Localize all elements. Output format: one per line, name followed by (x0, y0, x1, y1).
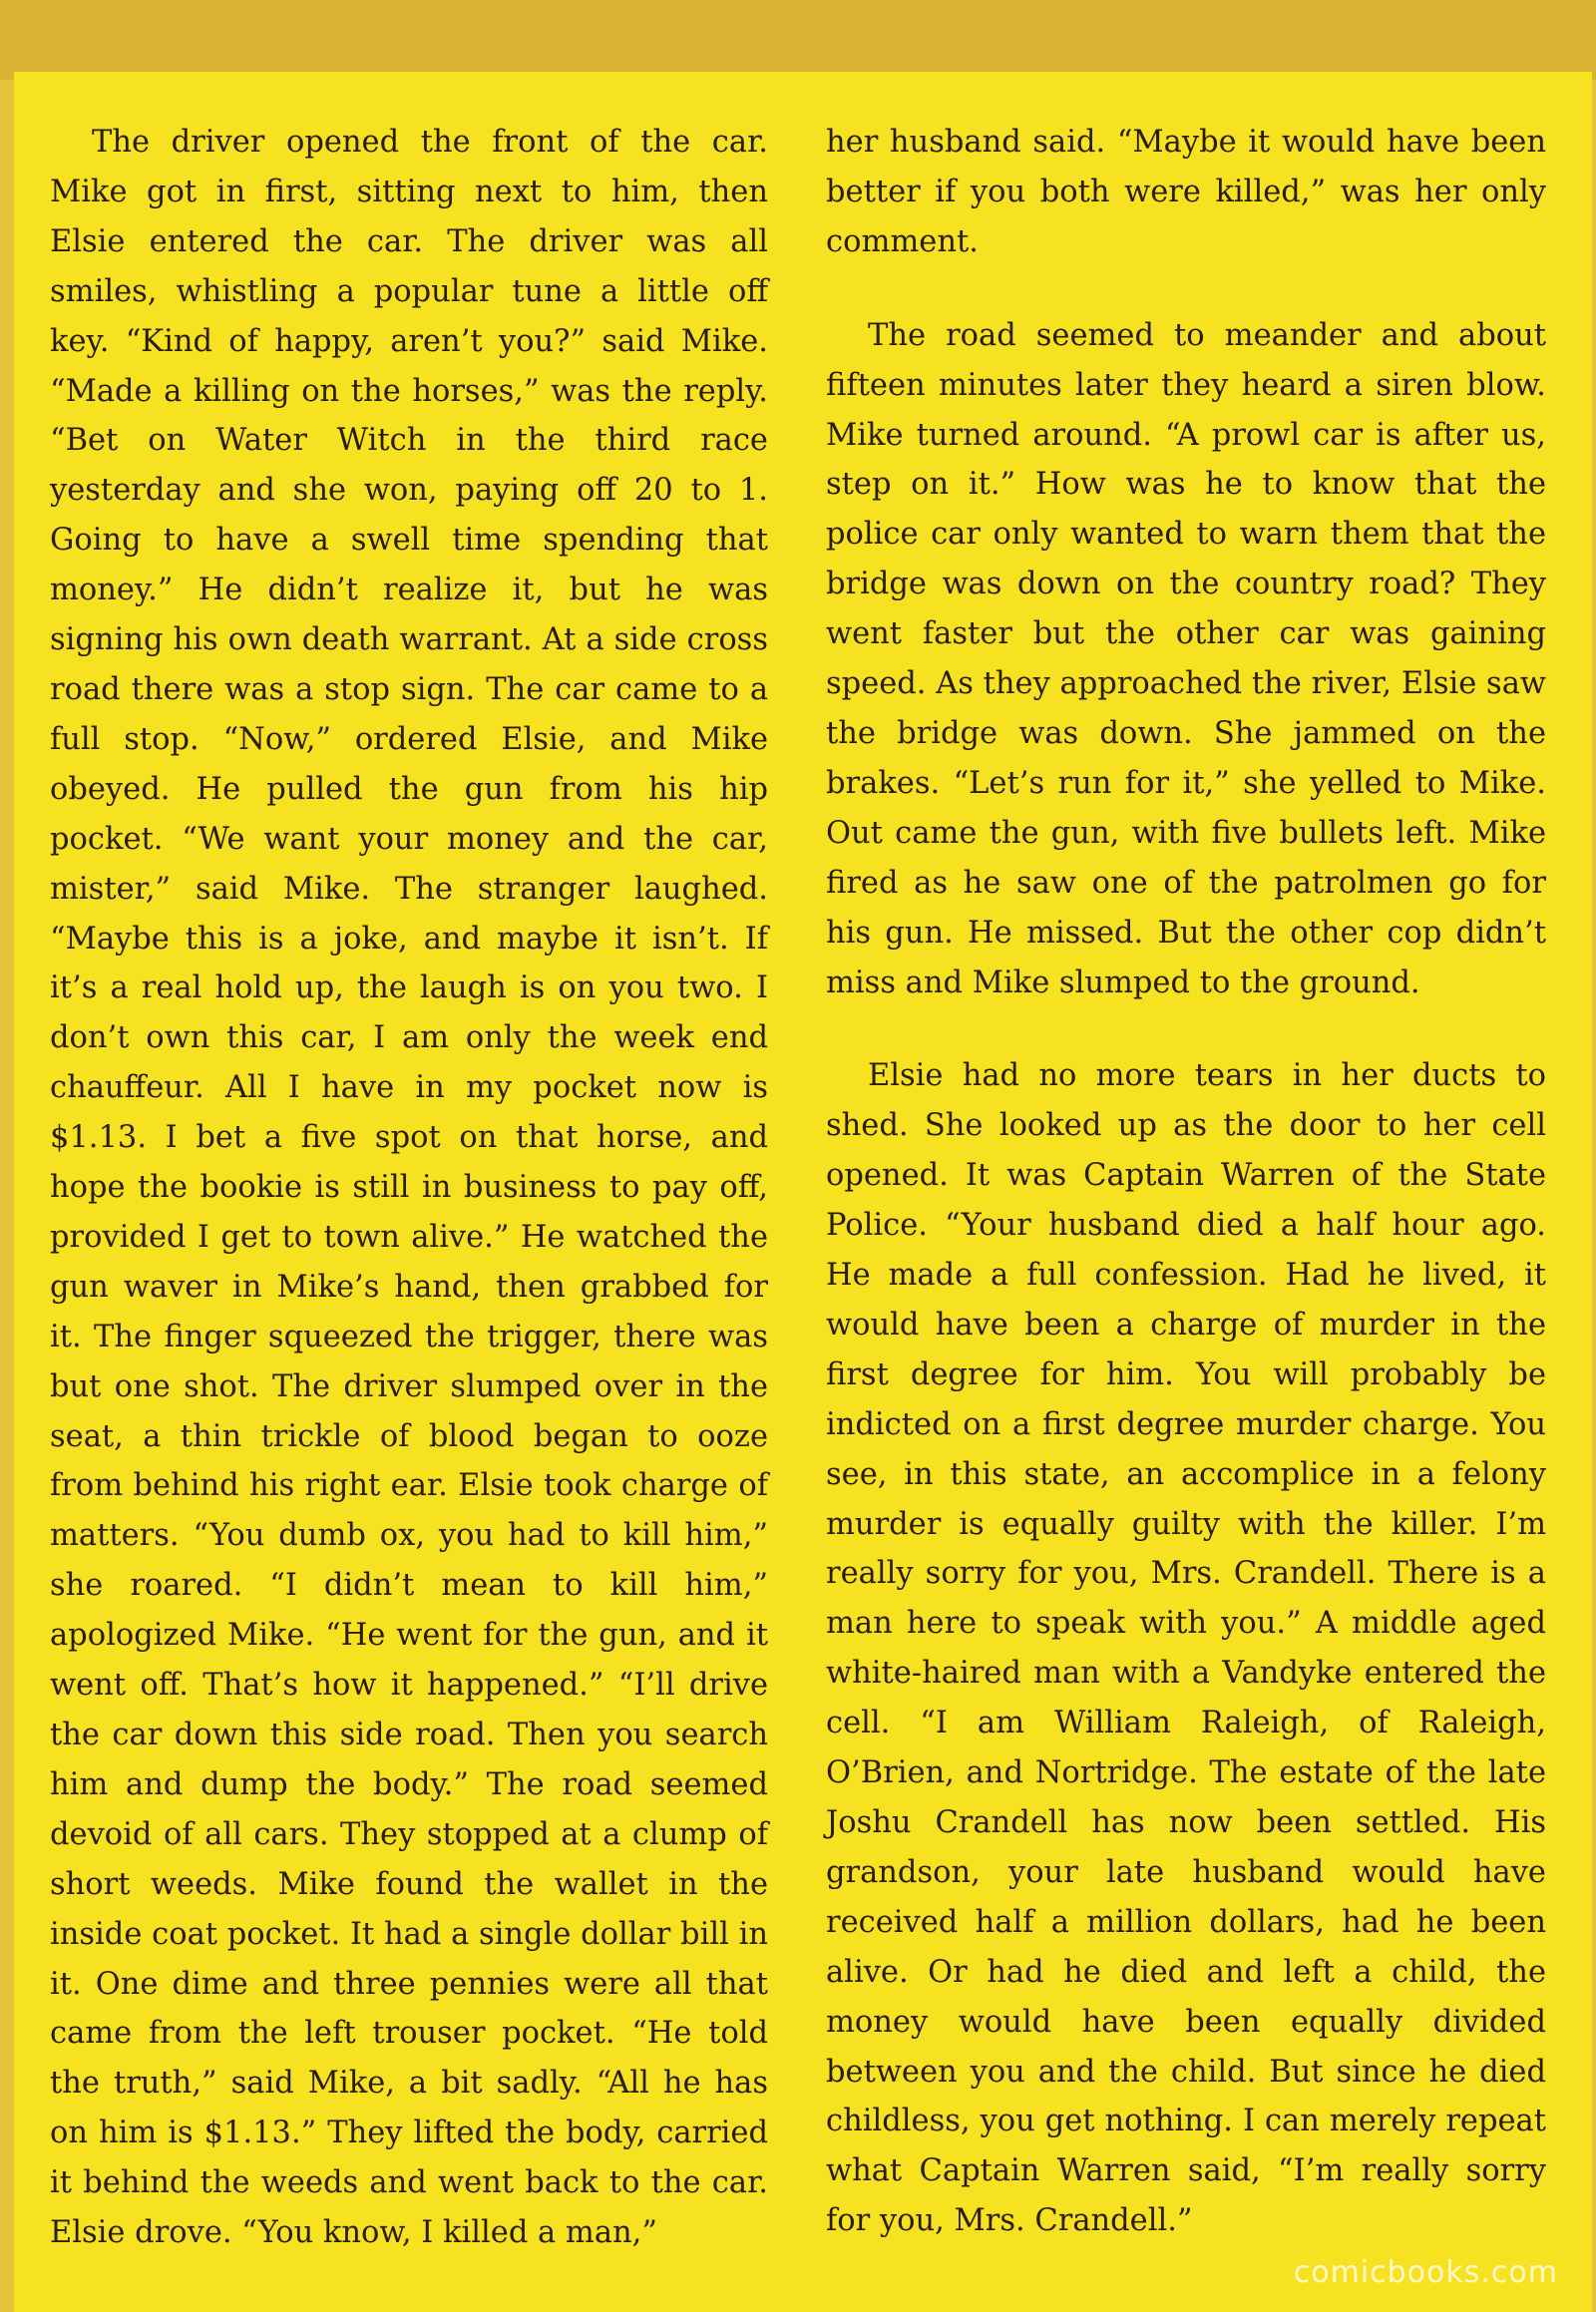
site-watermark: comicbooks.com (1293, 2255, 1558, 2290)
story-paragraph: The driver opened the front of the car. Mike got in first, sitting next to him, then Elsie entered the car. The driver was all smiles, whistling a popular tune a little off key. “Kind of happy, aren’t you?” said Mike. “Made a killing on the horses,” was the reply. “Bet on Water Witch in the third race yesterday and she won, paying off 20 to 1. Going to have a swell time spending that money.” He didn’t realize it, but he was signing his own death warrant. At a side cross road there was a stop sign. The car came to a full stop. “Now,” ordered Elsie, and Mike obeyed. He pulled the gun from his hip pocket. “We want your money and the car, mister,” said Mike. The stranger laughed. “Maybe this is a joke, and maybe it isn’t. If it’s a real hold up, the laugh is on you two. I don’t own this car, I am only the week end chauffeur. All I have in my pocket now is $1.13. I bet a five spot on that horse, and hope the bookie is still in business to pay off, provided I get to town alive.” He watched the gun waver in Mike’s hand, then grabbed for it. The finger squeezed the trigger, there was but one shot. The driver slumped over in the seat, a thin trickle of blood began to ooze from behind his right ear. Elsie took charge of matters. “You dumb ox, you had to kill him,” she roared. “I didn’t mean to kill him,” apologized Mike. “He went for the gun, and it went off. That’s how it happened.” “I’ll drive the car down this side road. Then you search him and dump the body.” The road seemed devoid of all cars. They stopped at a clump of short weeds. Mike found the wallet in the inside coat pocket. It had a single dollar bill in it. One dime and three pennies were all that came from the left trouser pocket. “He told the truth,” said Mike, a bit sadly. “All he has on him is $1.13.” They lifted the body, carried it behind the weeds and went back to the car. Elsie drove. “You know, I killed a man,” (50, 125, 768, 2251)
story-paragraph: The road seemed to meander and about fifteen minutes later they heard a siren blow. Mike turned around. “A prowl car is after us, step on it.” How was he to know that the police car only wanted to warn them that the bridge was down on the country road? They went faster but the other car was gaining speed. As they approached the river, Elsie saw the bridge was down. She jammed on the brakes. “Let’s run for it,” she yelled to Mike. Out came the gun, with five bullets left. Mike fired as he saw one of the patrolmen go for his gun. He missed. But the other cop didn’t miss and Mike slumped to the ground. (826, 317, 1546, 1000)
text-column-left (50, 118, 768, 2258)
story-paragraph: Elsie had no more tears in her ducts to shed. She looked up as the door to her cell opened. It was Captain Warren of the State Police. “Your husband died a half hour ago. He made a full confession. Had he lived, it would have been a charge of murder in the first degree for him. You will probably be indicted on a first degree murder charge. You see, in this state, an accomplice in a felony murder is equally guilty with the killer. I’m really sorry for you, Mrs. Crandell. There is a man here to speak with you.” A middle aged white-haired man with a Vandyke entered the cell. “I am William Raleigh, of Raleigh, O’Brien, and Nortridge. The estate of the late Joshu Crandell has now been settled. His grandson, your late husband would have received half a million dollars, had he been alive. Or had he died and left a child, the money would have been equally divided between you and the child. But since he died childless, you get nothing. I can merely repeat what Captain Warren said, “I’m really sorry for you, Mrs. Crandell.” (826, 1058, 1546, 2239)
text-column-right (826, 118, 1546, 2246)
page-top-margin (0, 0, 1596, 80)
story-paragraph-continued: her husband said. “Maybe it would have been better if you both were killed,” was her only comment. (826, 125, 1546, 259)
